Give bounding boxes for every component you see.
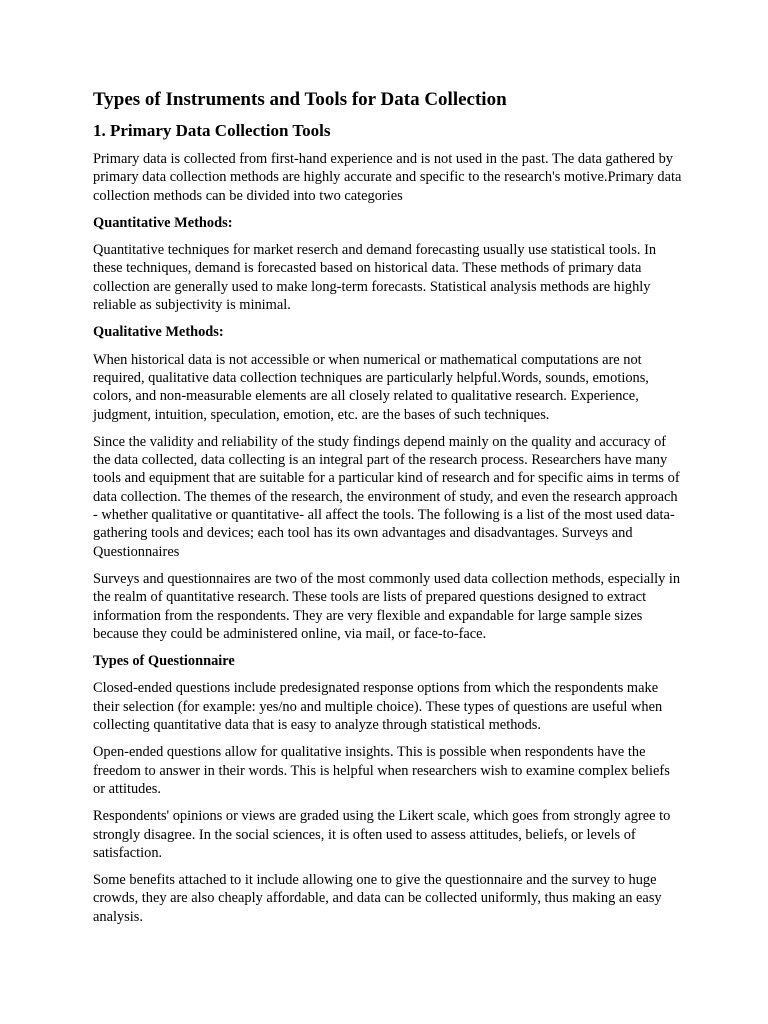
paragraph: Since the validity and reliability of the study findings depend mainly on the quality and accuracy of the data collected, data collecting is an integral part of the research process. Researchers have many tools and equipment that are suitable for a particular kind of research and for specific aims in terms of data collection. The themes of the research, the environment of study, and even the research approach - whether qualitative or quantitative- all affect the tools. The following is a list of the most used data-gathering tools and devices; each tool has its own advantages and disadvantages. Surveys and Questionnaires (93, 433, 680, 560)
subheading: Qualitative Methods: (93, 324, 224, 341)
paragraph: Some benefits attached to it include allowing one to give the questionnaire and the survey to huge crowds, they are also cheaply affordable, and data can be collected uniformly, thus making an easy analysis. (93, 872, 662, 925)
section-heading: 1. Primary Data Collection Tools (93, 121, 331, 140)
paragraph: Closed-ended questions include predesignated response options from which the respondents make their selection (for example: yes/no and multiple choice). These types of questions are useful when collecting quantitative data that is easy to analyze through statistical methods. (93, 680, 663, 734)
paragraph: When historical data is not accessible or when numerical or mathematical computations are not required, qualitative data collection techniques are particularly helpful.Words, sounds, emotions, colors, and non-measurable elements are all closely related to qualitative research. Experience, judgment, intuition, speculation, emotion, etc. are the bases of such techniques. (93, 351, 649, 423)
paragraph: Surveys and questionnaires are two of the most commonly used data collection methods, especially in the realm of quantitative research. These tools are lists of prepared questions designed to extract information from the respondents. They are very flexible and expandable for large sample sizes because they could be administered online, via mail, or face-to-face. (93, 570, 681, 642)
paragraph: Open-ended questions allow for qualitative insights. This is possible when respondents have the freedom to answer in their words. This is helpful when researchers wish to examine complex beliefs or attitudes. (93, 744, 670, 797)
document-title: Types of Instruments and Tools for Data Collection (93, 89, 507, 110)
paragraph: Primary data is collected from first-hand experience and is not used in the past. The data gathered by primary data collection methods are highly accurate and specific to the research's motive.Primary data collection methods can be divided into two categories (93, 151, 682, 204)
paragraph: Respondents' opinions or views are graded using the Likert scale, which goes from strongly agree to strongly disagree. In the social sciences, it is often used to assess attitudes, beliefs, or levels of satisfaction. (93, 808, 671, 861)
subheading: Quantitative Methods: (93, 214, 233, 231)
paragraph: Quantitative techniques for market reserch and demand forecasting usually use statistical tools. In these techniques, demand is forecasted based on historical data. These methods of primary data collection are generally used to make long-term forecasts. Statistical analysis methods are highly reliable as subjectivity is minimal. (93, 242, 657, 314)
document-page (93, 88, 683, 935)
subheading: Types of Questionnaire (93, 653, 235, 670)
